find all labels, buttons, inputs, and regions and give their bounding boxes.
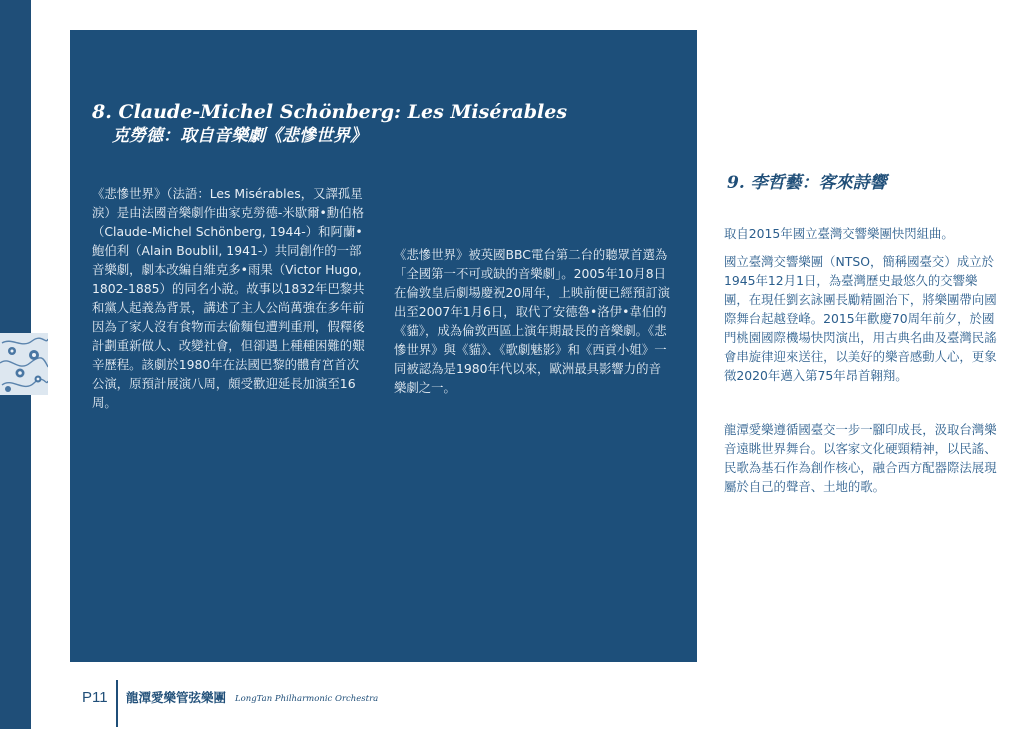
footer-divider	[116, 680, 118, 727]
section-8-subtitle: 克勞德：取自音樂劇《悲慘世界》	[112, 126, 367, 146]
section-9-paragraph-2: 國立臺灣交響樂團（NTSO，簡稱國臺交）成立於1945年12月1日，為臺灣歷史最悠久的交響樂團，在現任劉玄詠團長勵精圖治下，將樂團帶向國際舞台起越登峰。2015年歡慶70周年前夕，於國門桃園國際機場快閃演出，用古典名曲及臺灣民謠會串旋律迎來送往，以美好的樂音感動人心，更象徵2020年邁入第75年昂首翱翔。	[724, 254, 997, 383]
section-8-paragraph-2: 《悲慘世界》被英國BBC電台第二台的聽眾首選為「全國第一不可或缺的音樂劇」。2005年10月8日在倫敦皇后劇場慶祝20周年，上映前便已經預訂演出至2007年1月6日，取代了安德魯•洛伊•韋伯的《貓》，成為倫敦西區上演年期最長的音樂劇。《悲慘世界》與《貓》、《歌劇魅影》和《西貢小姐》一同被認為是1980年代以來，歐洲最具影響力的音樂劇之一。	[394, 247, 670, 395]
section-8-paragraph-1: 《悲慘世界》（法語：Les Misérables，又譯孤星淚）是由法國音樂劇作曲家克勞德-米歇爾•勳伯格（Claude-Michel Schönberg, 1944-）和阿蘭•鮑伯利（Alain Boublil, 1941-）共同創作的一部音樂劇，劇本改編自維克多•雨果（Victor Hugo, 1802-1885）的同名小說。故事以1832年巴黎共和黨人起義為背景，講述了主人公尚萬強在多年前因為了家人沒有食物而去偷麵包遭判重刑，假釋後計劃重新做人、改變社會，但卻遇上種種困難的艱辛歷程。該劇於1980年在法國巴黎的體育宮首次公演，原預計展演八周，頗受歡迎延長加演至16周。	[92, 186, 365, 410]
footer-org-name: 龍潭愛樂管弦樂團	[126, 690, 227, 705]
section-9-title: 9. 李哲藝：客來詩響	[727, 173, 887, 193]
page-number: P11	[82, 689, 108, 706]
floral-pattern-icon	[0, 333, 48, 395]
section-9-paragraph-1: 取自2015年國立臺灣交響樂團快閃組曲。	[724, 226, 954, 241]
section-9-paragraph-3: 龍潭愛樂遵循國臺交一步一腳印成長，汲取台灣樂音遠眺世界舞台。以客家文化硬頸精神，以民謠、民歌為基石作為創作核心，融合西方配器際法展現屬於自己的聲音、土地的歌。	[724, 422, 997, 494]
section-8-title: 8. Claude-Michel Schönberg: Les Misérables	[92, 101, 568, 123]
footer-org-name-en: LongTan Philharmonic Orchestra	[235, 694, 379, 704]
